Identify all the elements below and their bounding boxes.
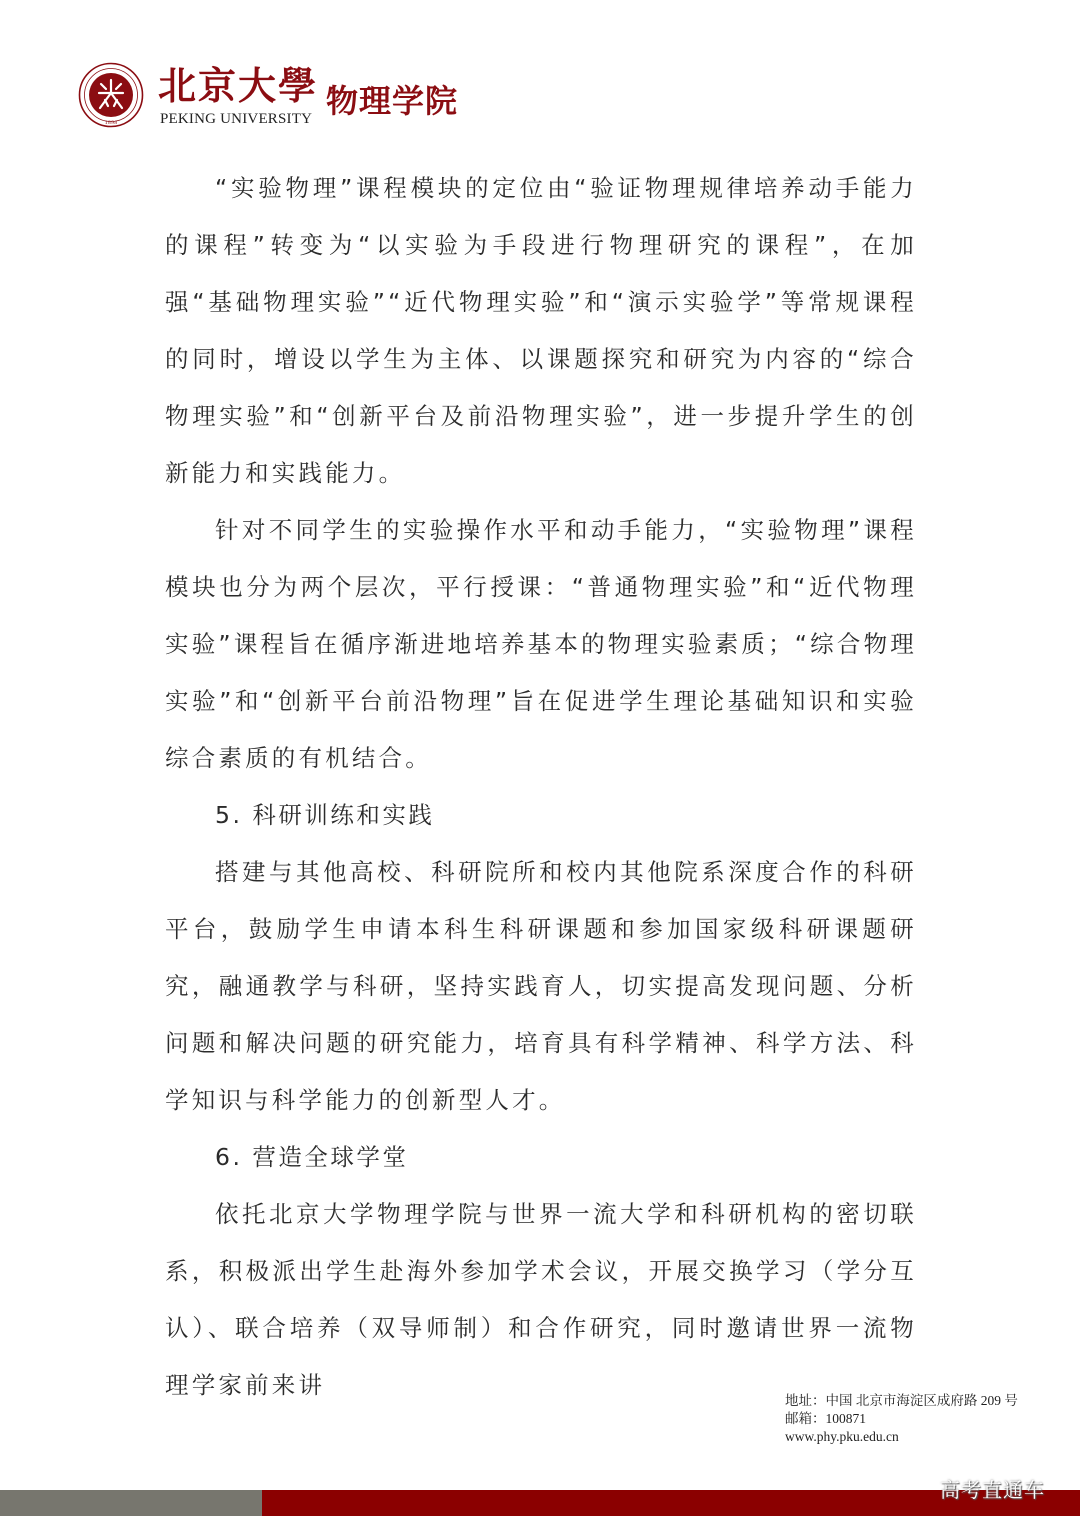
footer-address: 地址：中国 北京市海淀区成府路 209 号 xyxy=(785,1393,1018,1408)
footer-website: www.phy.pku.edu.cn xyxy=(785,1429,899,1444)
section-heading-global-classroom: 6. 营造全球学堂 xyxy=(215,1143,409,1171)
footer-contact xyxy=(785,1392,1018,1446)
paragraph-experimental-physics: “实验物理”课程模块的定位由“验证物理规律培养动手能力的课程”转变为“以实验为手段进行物理研究的课程”，在加强“基础物理实验”“近代物理实验”和“演示实验学”等常规课程的同时，增设以学生为主体、以课题探究和研究为内容的“综合物理实验”和“创新平台及前沿物理实验”，进一步提升学生的创新能力和实践能力。 xyxy=(165,174,917,487)
footer-postcode: 邮箱：100871 xyxy=(785,1411,866,1426)
document-body xyxy=(165,160,917,1414)
section-heading-research-training: 5. 科研训练和实践 xyxy=(215,801,435,829)
footer-bar-gray xyxy=(0,1490,262,1516)
svg-text:1898: 1898 xyxy=(104,120,118,126)
paragraph-two-levels: 针对不同学生的实验操作水平和动手能力，“实验物理”课程模块也分为两个层次，平行授课：“普通物理实验”和“近代物理实验”课程旨在循序渐进地培养基本的物理实验素质；“综合物理实验”和“创新平台前沿物理”旨在促进学生理论基础知识和实验综合素质的有机结合。 xyxy=(165,516,917,772)
paragraph-research-training: 搭建与其他高校、科研院所和校内其他院系深度合作的科研平台，鼓励学生申请本科生科研课题和参加国家级科研课题研究，融通教学与科研，坚持实践育人，切实提高发现问题、分析问题和解决问题的研究能力，培育具有科学精神、科学方法、科学知识与科学能力的创新型人才。 xyxy=(165,858,917,1114)
letterhead xyxy=(78,62,498,134)
peking-university-seal-icon xyxy=(78,62,144,128)
school-name: 物理学院 xyxy=(326,82,459,120)
paragraph-global-classroom: 依托北京大学物理学院与世界一流大学和科研机构的密切联系，积极派出学生赴海外参加学术会议，开展交换学习（学分互认）、联合培养（双导师制）和合作研究，同时邀请世界一流物理学家前来讲 xyxy=(165,1200,917,1399)
university-name-english: PEKING UNIVERSITY xyxy=(160,111,313,127)
watermark: 高考直通车 xyxy=(940,1478,1045,1502)
university-name-chinese: 北京大學 xyxy=(158,63,319,108)
